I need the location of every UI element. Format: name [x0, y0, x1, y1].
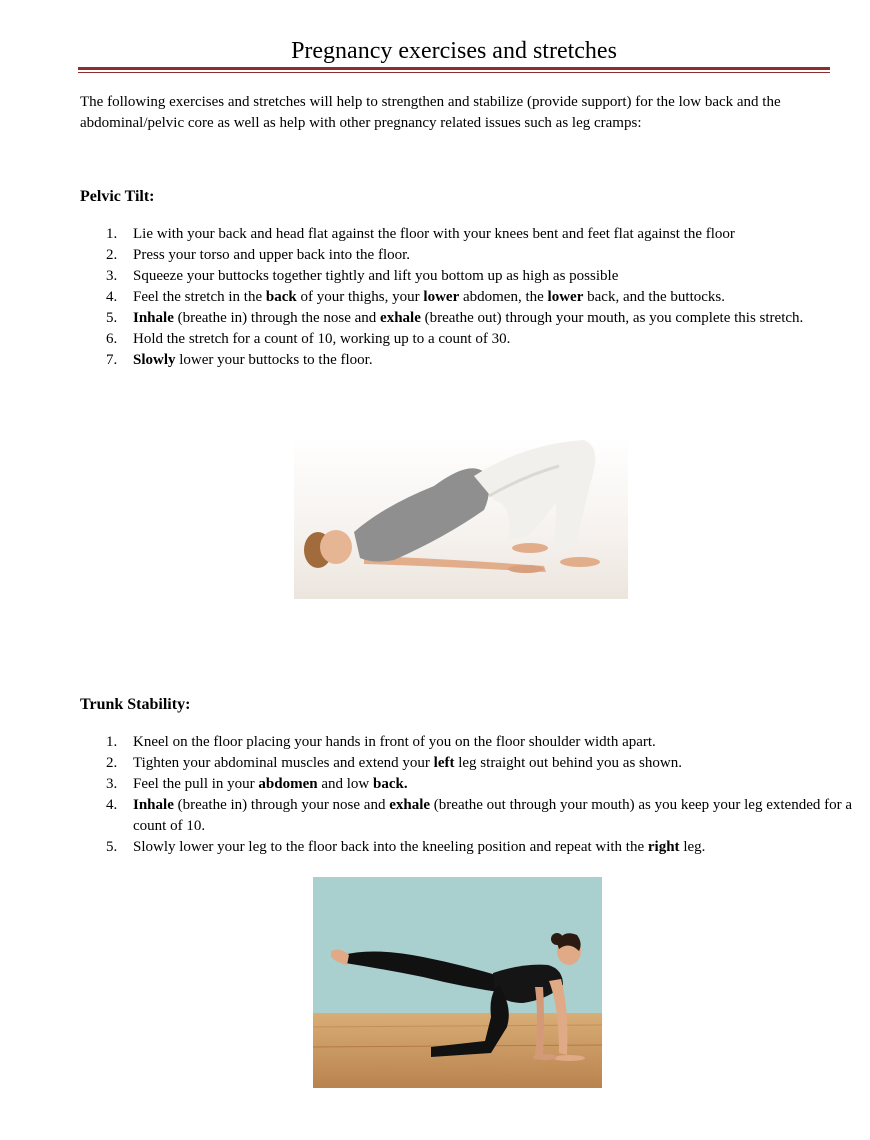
step-text: Press your torso and upper back into the floor. [133, 247, 411, 263]
step-item [106, 224, 870, 245]
step-text-bold: back [265, 289, 297, 305]
step-text: Kneel on the floor placing your hands in front of you on the floor shoulder width apart. [133, 734, 656, 750]
step-text: leg. [679, 839, 706, 855]
step-text: Feel the pull in your [133, 776, 259, 792]
step-text-bold: exhale [380, 310, 421, 326]
step-text: Lie with your back and head flat against the floor with your knees bent and feet flat against the floor [133, 226, 735, 242]
step-number: 2. [106, 247, 118, 263]
step-item [106, 287, 870, 308]
step-item [106, 350, 870, 371]
step-item [106, 753, 870, 774]
step-text: (breathe in) through your nose and [173, 797, 390, 813]
section-heading-trunk-stability: Trunk Stability: [80, 696, 191, 713]
step-item [106, 308, 870, 329]
pelvic-tilt-photo [294, 436, 628, 599]
step-item [106, 329, 870, 350]
step-text-bold: left [433, 755, 455, 771]
step-text: (breathe out) through your mouth, as you complete this stretch. [420, 310, 804, 326]
step-item [106, 837, 870, 858]
step-number: 2. [106, 755, 118, 771]
step-number: 5. [106, 839, 118, 855]
step-text-bold: lower [423, 289, 460, 305]
step-number: 4. [106, 797, 118, 813]
page-title: Pregnancy exercises and stretches [291, 38, 617, 64]
step-text-bold: Inhale [133, 310, 174, 326]
step-number: 1. [106, 734, 118, 750]
step-text-bold: Inhale [133, 797, 174, 813]
step-item [106, 245, 870, 266]
step-number: 4. [106, 289, 118, 305]
step-number: 7. [106, 352, 118, 368]
step-item [106, 266, 870, 287]
step-item [106, 774, 870, 795]
intro-paragraph: The following exercises and stretches will help to strengthen and stabilize (provide support) for the low back and the abdominal/pelvic core as well as help with other pregnancy related issues such as leg cramps: [80, 94, 781, 131]
step-text: Hold the stretch for a count of 10, working up to a count of 30. [133, 331, 511, 347]
step-text: (breathe out through your mouth) as you keep your leg extended for a count of 10. [133, 797, 853, 834]
step-text: Squeeze your buttocks together tightly and lift you bottom up as high as possible [133, 268, 619, 284]
section-heading-pelvic-tilt: Pelvic Tilt: [80, 188, 155, 205]
step-item [106, 732, 870, 753]
pelvic-tilt-steps [80, 224, 870, 371]
step-number: 1. [106, 226, 118, 242]
step-text: (breathe in) through the nose and [173, 310, 381, 326]
step-text: Feel the stretch in the [133, 289, 266, 305]
trunk-stability-photo [313, 877, 602, 1088]
step-text-bold: right [647, 839, 680, 855]
step-number: 3. [106, 268, 118, 284]
step-text: and low [317, 776, 374, 792]
step-text-bold: abdomen [258, 776, 318, 792]
step-text: Tighten your abdominal muscles and extend your [133, 755, 434, 771]
step-text-bold: back. [373, 776, 408, 792]
trunk-stability-steps [80, 732, 870, 858]
step-text: of your thighs, your [296, 289, 424, 305]
step-number: 3. [106, 776, 118, 792]
step-text: Slowly lower your leg to the floor back into the kneeling position and repeat with the [133, 839, 648, 855]
step-text: abdomen, the [459, 289, 548, 305]
step-text-bold: lower [547, 289, 584, 305]
step-text: lower your buttocks to the floor. [175, 352, 373, 368]
step-item [106, 795, 870, 837]
title-rule-thin [78, 72, 830, 73]
step-text-bold: exhale [389, 797, 431, 813]
step-text: leg straight out behind you as shown. [454, 755, 682, 771]
step-text: back, and the buttocks. [583, 289, 726, 305]
step-number: 6. [106, 331, 118, 347]
title-rule [78, 67, 830, 70]
step-text-bold: Slowly [133, 352, 176, 368]
step-number: 5. [106, 310, 118, 326]
